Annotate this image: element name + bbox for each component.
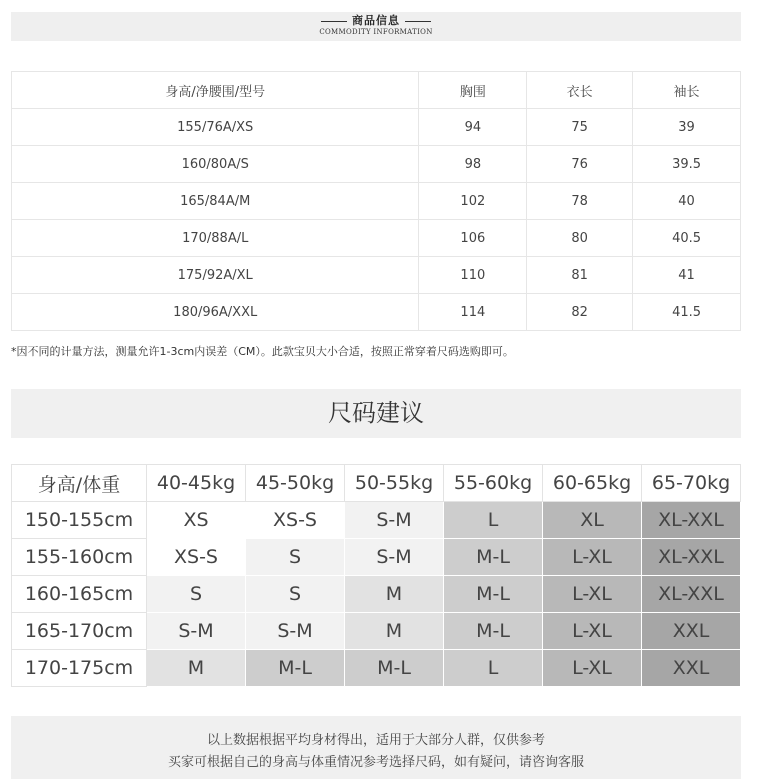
measurement-header-row	[12, 72, 741, 109]
table-row	[12, 257, 741, 294]
table-cell: 106	[419, 220, 527, 257]
table-cell: 76	[527, 146, 633, 183]
size-cell: XS-S	[147, 539, 246, 576]
table-cell: 175/92A/XL	[12, 257, 419, 294]
weight-header: 45-50kg	[246, 465, 345, 502]
weight-header: 65-70kg	[642, 465, 741, 502]
table-row	[12, 539, 741, 576]
table-cell: 180/96A/XXL	[12, 294, 419, 331]
size-cell: M	[345, 576, 444, 613]
table-cell: 98	[419, 146, 527, 183]
size-cell: XXL	[642, 650, 741, 687]
table-cell: 39	[633, 109, 741, 146]
table-cell: 165/84A/M	[12, 183, 419, 220]
banner-title-text: 商品信息	[352, 14, 400, 27]
disclaimer-line: 买家可根据自己的身高与体重情况参考选择尺码，如有疑问，请咨询客服	[167, 755, 584, 770]
table-cell: 94	[419, 109, 527, 146]
grid-header-row	[12, 465, 741, 502]
banner-title	[11, 12, 741, 27]
size-cell: M-L	[246, 650, 345, 687]
size-cell: L	[444, 502, 543, 539]
disclaimer-box	[11, 716, 741, 779]
table-row	[12, 576, 741, 613]
size-cell: XL-XXL	[642, 576, 741, 613]
header-cell: 衣长	[527, 72, 633, 109]
table-row	[12, 294, 741, 331]
left-dash-decoration	[321, 21, 347, 22]
measurement-footnote: *因不同的计量方法，测量允许1-3cm内误差（CM）。此款宝贝大小合适，按照正常穿着尺码选购即可。	[11, 345, 514, 358]
weight-header: 40-45kg	[147, 465, 246, 502]
header-cell: 袖长	[633, 72, 741, 109]
table-cell: 40.5	[633, 220, 741, 257]
size-cell: XL-XXL	[642, 502, 741, 539]
table-cell: 82	[527, 294, 633, 331]
table-row	[12, 613, 741, 650]
table-row	[12, 220, 741, 257]
size-cell: S-M	[345, 502, 444, 539]
measurement-table	[11, 71, 741, 331]
weight-header: 55-60kg	[444, 465, 543, 502]
table-cell: 81	[527, 257, 633, 294]
header-cell: 胸围	[419, 72, 527, 109]
size-cell: S	[246, 576, 345, 613]
table-cell: 41	[633, 257, 741, 294]
size-cell: L-XL	[543, 650, 642, 687]
size-cell: M-L	[444, 539, 543, 576]
size-cell: S-M	[345, 539, 444, 576]
table-cell: 78	[527, 183, 633, 220]
size-cell: XS-S	[246, 502, 345, 539]
table-cell: 75	[527, 109, 633, 146]
table-row	[12, 183, 741, 220]
commodity-info-banner	[11, 12, 741, 41]
size-cell: L-XL	[543, 576, 642, 613]
size-cell: M-L	[444, 576, 543, 613]
banner-subtitle: COMMODITY INFORMATION	[319, 28, 433, 36]
weight-header: 50-55kg	[345, 465, 444, 502]
table-cell: 39.5	[633, 146, 741, 183]
size-cell: S	[147, 576, 246, 613]
table-cell: 114	[419, 294, 527, 331]
table-cell: 80	[527, 220, 633, 257]
right-dash-decoration	[405, 21, 431, 22]
table-cell: 102	[419, 183, 527, 220]
height-label: 150-155cm	[12, 502, 147, 539]
table-cell: 41.5	[633, 294, 741, 331]
size-cell: L-XL	[543, 539, 642, 576]
height-label: 165-170cm	[12, 613, 147, 650]
table-row	[12, 502, 741, 539]
weight-header: 60-65kg	[543, 465, 642, 502]
size-cell: L	[444, 650, 543, 687]
table-cell: 110	[419, 257, 527, 294]
table-row	[12, 650, 741, 687]
height-label: 160-165cm	[12, 576, 147, 613]
table-cell: 40	[633, 183, 741, 220]
size-cell: XL	[543, 502, 642, 539]
size-advice-title: 尺码建议	[11, 389, 741, 438]
size-cell: XS	[147, 502, 246, 539]
size-cell: XXL	[642, 613, 741, 650]
height-label: 155-160cm	[12, 539, 147, 576]
size-cell: M-L	[345, 650, 444, 687]
size-cell: XL-XXL	[642, 539, 741, 576]
size-cell: M	[345, 613, 444, 650]
size-cell: M	[147, 650, 246, 687]
table-row	[12, 109, 741, 146]
disclaimer-line: 以上数据根据平均身材得出，适用于大部分人群，仅供参考	[206, 733, 545, 748]
table-cell: 170/88A/L	[12, 220, 419, 257]
grid-corner-label: 身高/体重	[12, 465, 147, 502]
size-cell: S-M	[246, 613, 345, 650]
table-row	[12, 146, 741, 183]
size-cell: S	[246, 539, 345, 576]
size-cell: M-L	[444, 613, 543, 650]
size-cell: L-XL	[543, 613, 642, 650]
table-cell: 155/76A/XS	[12, 109, 419, 146]
table-cell: 160/80A/S	[12, 146, 419, 183]
header-cell: 身高/净腰围/型号	[12, 72, 419, 109]
size-recommendation-grid	[11, 464, 741, 687]
size-cell: S-M	[147, 613, 246, 650]
height-label: 170-175cm	[12, 650, 147, 687]
